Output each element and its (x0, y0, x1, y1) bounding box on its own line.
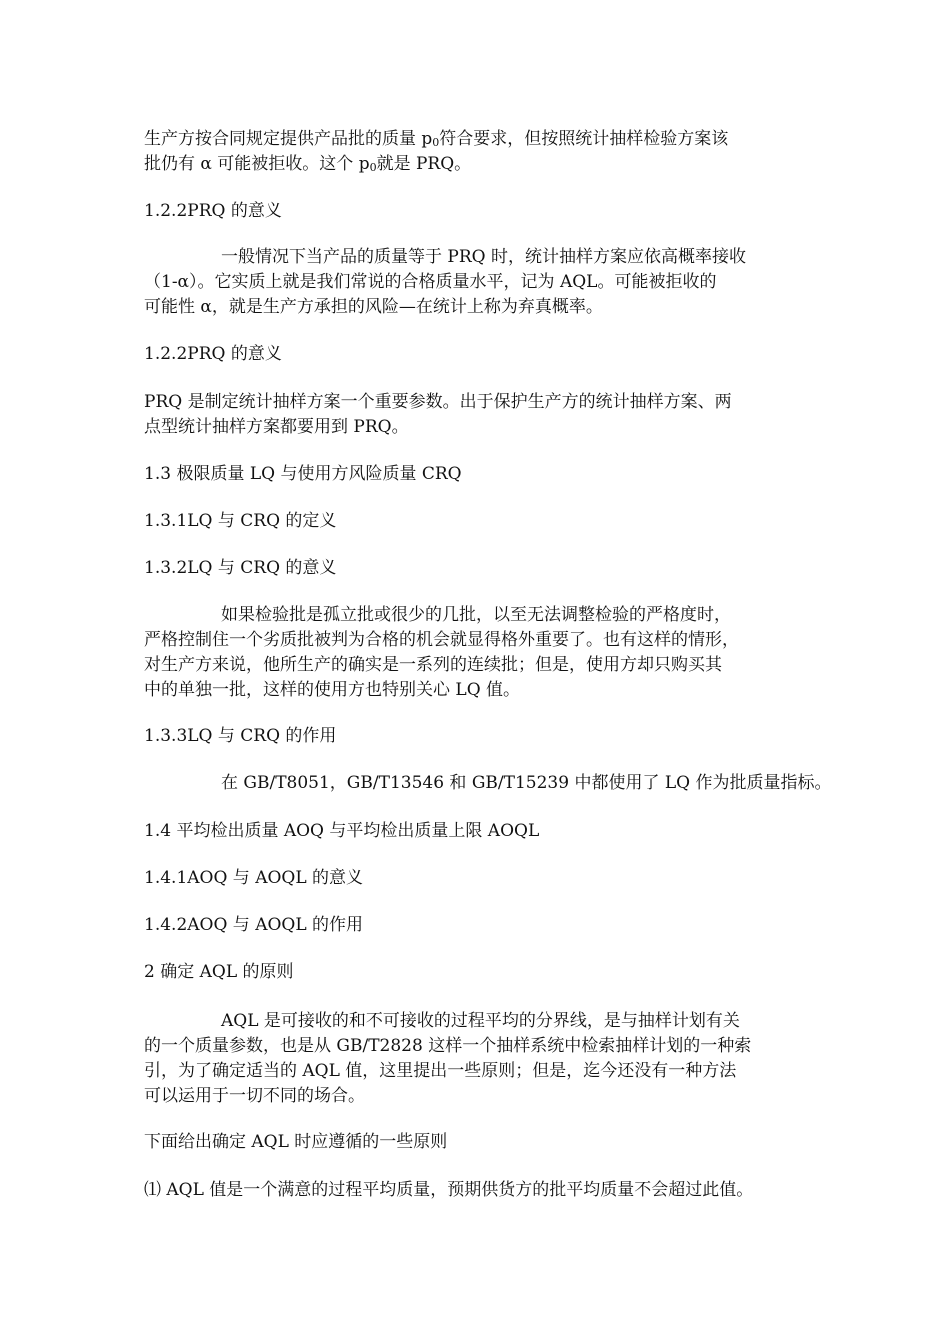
heading-1-4-2: 1.4.2AOQ 与 AOQL 的作用 (144, 915, 364, 935)
text-line: 一般情况下当产品的质量等于 PRQ 时，统计抽样方案应依高概率接收 (221, 247, 746, 267)
heading-1-2-2: 1.2.2PRQ 的意义 (144, 201, 282, 221)
paragraph-prq-definition (144, 127, 824, 177)
heading-1-3: 1.3 极限质量 LQ 与使用方风险质量 CRQ (144, 464, 462, 484)
paragraph-prq-meaning (144, 245, 901, 270)
heading-1-2-2-repeat: 1.2.2PRQ 的意义 (144, 344, 282, 364)
paragraph-lq-meaning-cont (144, 628, 824, 703)
paragraph-lq-usage: 在 GB/T8051，GB/T13546 和 GB/T15239 中都使用了 LQ 作为批质量指标。 (221, 773, 832, 793)
paragraph-aql-principle (144, 1009, 901, 1034)
text-line: 如果检验批是孤立批或很少的几批，以至无法调整检验的严格度时， (221, 605, 731, 625)
text-line: 中的单独一批，这样的使用方也特别关心 LQ 值。 (144, 680, 521, 700)
text-line: 严格控制住一个劣质批被判为合格的机会就显得格外重要了。也有这样的情形， (144, 630, 739, 650)
list-item-principle-1: ⑴ AQL 值是一个满意的过程平均质量，预期供货方的批平均质量不会超过此值。 (144, 1180, 754, 1200)
subscript-zero: 0 (432, 136, 440, 149)
paragraph-principles-intro: 下面给出确定 AQL 时应遵循的一些原则 (144, 1132, 448, 1152)
text-segment: 就是 PRQ。 (376, 154, 472, 174)
heading-2: 2 确定 AQL 的原则 (144, 962, 294, 982)
heading-1-3-1: 1.3.1LQ 与 CRQ 的定义 (144, 511, 337, 531)
heading-1-3-2: 1.3.2LQ 与 CRQ 的意义 (144, 558, 337, 578)
text-line: 对生产方来说，他所生产的确实是一系列的连续批；但是，使用方却只购买其 (144, 655, 722, 675)
text-line: 的一个质量参数，也是从 GB/T2828 这样一个抽样系统中检索抽样计划的一种索 (144, 1036, 752, 1056)
paragraph-aql-principle-cont (144, 1034, 824, 1109)
heading-1-3-3: 1.3.3LQ 与 CRQ 的作用 (144, 726, 337, 746)
text-line: AQL 是可接收的和不可接收的过程平均的分界线，是与抽样计划有关 (221, 1011, 740, 1031)
text-line: （1-α）。它实质上就是我们常说的合格质量水平，记为 AQL。可能被拒收的 (144, 272, 717, 292)
text-line: 可能性 α，就是生产方承担的风险—在统计上称为弃真概率。 (144, 297, 603, 317)
paragraph-lq-meaning (144, 603, 901, 628)
text-line (144, 152, 824, 177)
subscript-zero: 0 (369, 161, 377, 174)
heading-1-4-1: 1.4.1AOQ 与 AOQL 的意义 (144, 868, 364, 888)
text-segment: 符合要求，但按照统计抽样检验方案该 (439, 129, 729, 149)
text-segment: 生产方按合同规定提供产品批的质量 p (144, 129, 433, 149)
text-line: PRQ 是制定统计抽样方案一个重要参数。出于保护生产方的统计抽样方案、两 (144, 392, 732, 412)
heading-1-4: 1.4 平均检出质量 AOQ 与平均检出质量上限 AOQL (144, 821, 540, 841)
text-line (144, 127, 824, 152)
text-segment: 批仍有 α 可能被拒收。这个 p (144, 154, 370, 174)
text-line: 引，为了确定适当的 AQL 值，这里提出一些原则；但是，迄今还没有一种方法 (144, 1061, 737, 1081)
paragraph-prq-parameter (144, 390, 824, 440)
text-line: 点型统计抽样方案都要用到 PRQ。 (144, 417, 409, 437)
text-line: 可以运用于一切不同的场合。 (144, 1086, 365, 1106)
paragraph-prq-meaning-cont (144, 270, 824, 320)
